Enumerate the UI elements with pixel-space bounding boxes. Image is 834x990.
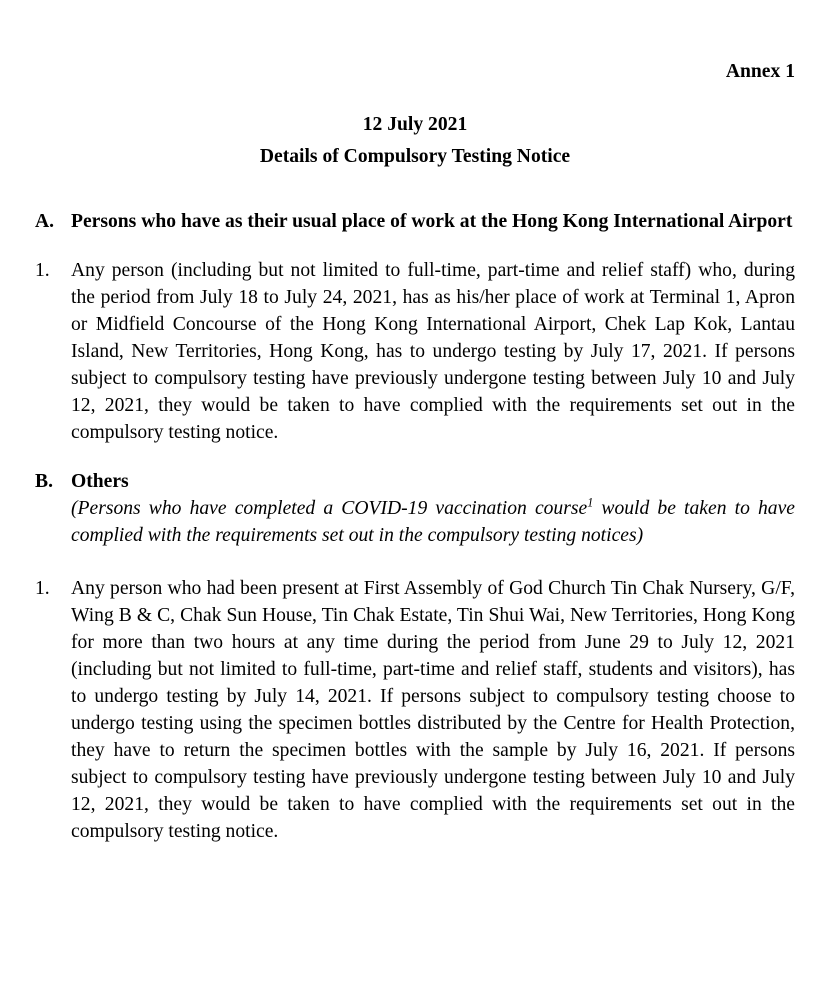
section-a-item-1-marker: 1. <box>35 260 50 281</box>
section-b-item-1 <box>35 575 795 845</box>
section-b-item-1-text: Any person who had been present at First Assembly of God Church Tin Chak Nursery, G/F, Wing B & C, Chak Sun House, Tin Chak Estate, Tin Shui Wai, New Territories, Hong Kong for more than two hours at any time during the period from June 29 to July 12, 2021 (including but not limited to full-time, part-time and relief staff, students and visitors), has to undergo testing by July 14, 2021. If persons subject to compulsory testing choose to undergo testing using the specimen bottles distributed by the Centre for Health Protection, they have to return the specimen bottles with the sample by July 16, 2021. If persons subject to compulsory testing have previously undergone testing between July 10 and July 12, 2021, they would be taken to have complied with the requirements set out in the compulsory testing notice. <box>71 578 795 842</box>
section-b-heading-text: Others <box>71 471 129 492</box>
vaccination-note-text-continued: would be taken to have complied with the requirements set out in the compulsory testing notices) <box>71 498 795 546</box>
section-b-marker: B. <box>35 471 53 492</box>
section-a-marker: A. <box>35 211 55 232</box>
footnote-reference-1: 1 <box>587 495 594 510</box>
vaccination-note-text: (Persons who have completed a COVID-19 vaccination course <box>71 498 588 519</box>
document-title: Details of Compulsory Testing Notice <box>259 146 571 167</box>
section-b-vaccination-note <box>35 495 795 549</box>
section-a-heading-text: Persons who have as their usual place of work at the Hong Kong International Airport <box>71 211 793 232</box>
annex-label: Annex 1 <box>725 61 795 82</box>
document-date-title: 12 July 2021 <box>362 114 468 135</box>
section-b-item-1-marker: 1. <box>35 578 50 599</box>
section-a-item-1 <box>35 257 795 446</box>
section-b-heading <box>35 468 795 495</box>
section-a-heading <box>35 208 795 235</box>
section-a-item-1-text: Any person (including but not limited to full-time, part-time and relief staff) who, during the period from July 18 to July 24, 2021, has as his/her place of work at Terminal 1, Apron or Midfield Concourse of the Hong Kong International Airport, Chek Lap Kok, Lantau Island, New Territories, Hong Kong, has to undergo testing by July 17, 2021. If persons subject to compulsory testing have previously undergone testing between July 10 and July 12, 2021, they would be taken to have complied with the requirements set out in the compulsory testing notice. <box>71 260 795 443</box>
